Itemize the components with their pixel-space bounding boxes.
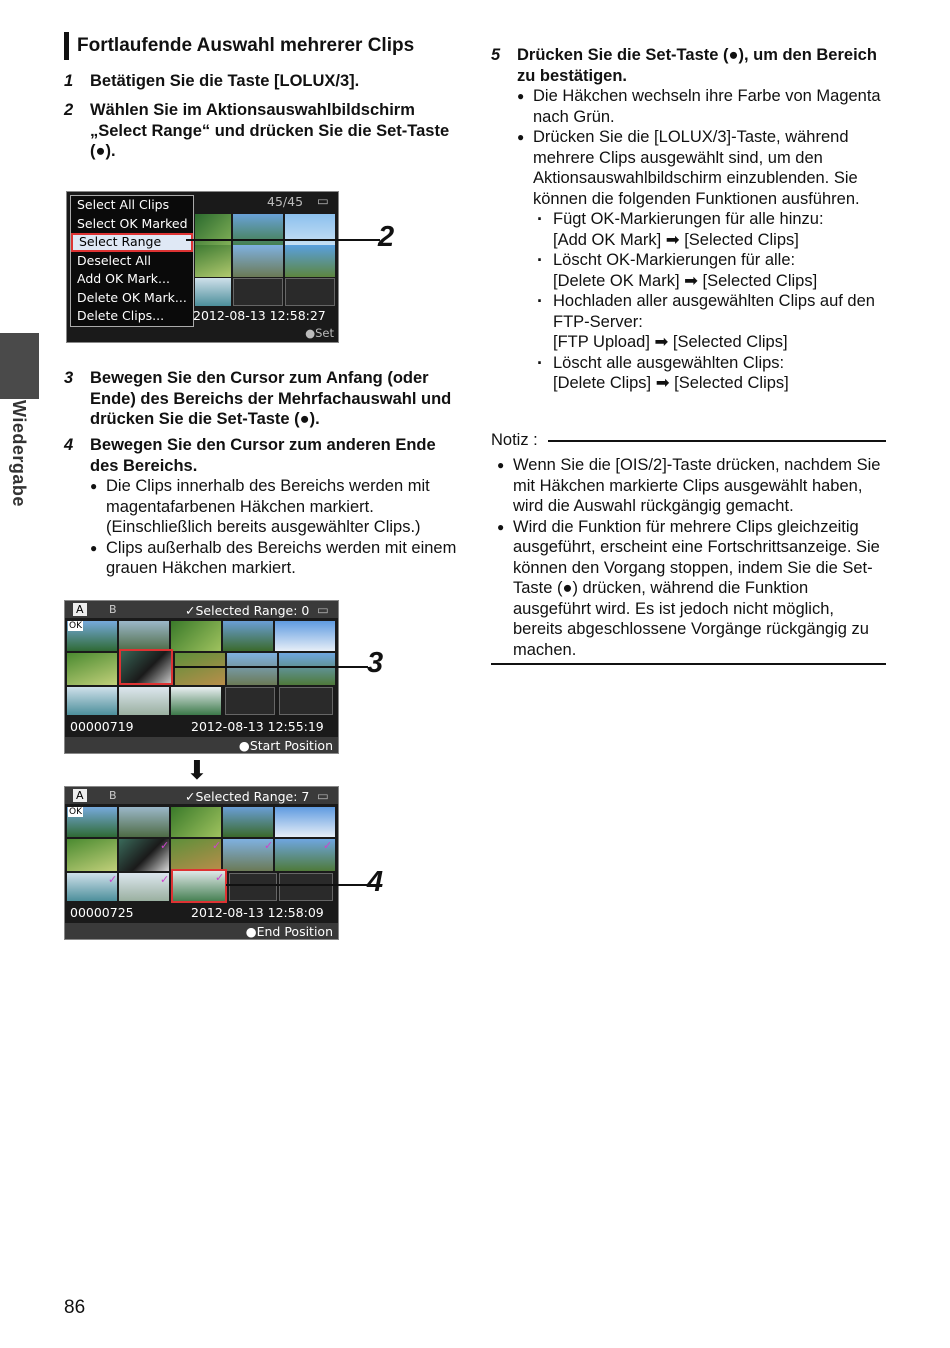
check-icon: ✓ (215, 871, 225, 884)
bullet-item: ● Die Clips innerhalb des Bereichs werden mit magentafarbenen Häkchen markiert. (Einschließlich bereits ausgewählter Clips.) (90, 476, 464, 538)
bullet-item: ● Clips außerhalb des Bereichs werden mit einem grauen Häkchen markiert. (90, 538, 464, 579)
menu-item-select-ok-marked[interactable]: Select OK Marked (77, 215, 188, 231)
thumbnail-placeholder (229, 873, 277, 901)
callout-line (186, 239, 380, 241)
bullet-item: ● Drücken Sie die [LOLUX/3]-Taste, während mehrere Clips ausgewählt sind, um den Aktionsauswahlbildschirm einzublenden. Sie können die folgenden Funktionen ausführen. (517, 127, 891, 209)
thumbnail (227, 653, 277, 685)
note-rule-top (548, 440, 886, 442)
thumbnail-placeholder (233, 278, 283, 306)
thumbnail (171, 807, 221, 837)
ok-badge: OK (69, 621, 82, 631)
thumbnail (223, 807, 273, 837)
clip-id: 00000725 (70, 905, 134, 920)
tab-a[interactable]: A (73, 603, 87, 616)
step-text: Bewegen Sie den Cursor zum Anfang (oder Ende) des Bereichs der Mehrfachauswahl und drücken Sie die Set-Taste (●). (90, 369, 452, 428)
menu-item-delete-ok-mark[interactable]: Delete OK Mark... (77, 289, 187, 305)
battery-icon: ▭ (317, 602, 329, 617)
thumbnail-placeholder (279, 687, 333, 715)
step-number: 1 (64, 72, 74, 90)
thumbnail (67, 653, 117, 685)
thumbnail-placeholder (279, 873, 333, 901)
thumbnail (171, 621, 221, 651)
step-number: 4 (64, 436, 74, 454)
bullet-item: ● Die Häkchen wechseln ihre Farbe von Magenta nach Grün. (517, 86, 891, 127)
down-arrow-icon: ⬇ (186, 755, 208, 785)
screen-end-position (64, 786, 339, 940)
thumbnail (175, 653, 225, 685)
clip-id: 00000719 (70, 719, 134, 734)
screen-action-menu (66, 191, 339, 343)
menu-item-delete-clips[interactable]: Delete Clips... (77, 308, 165, 323)
check-icon: ✓ (160, 873, 170, 886)
thumbnail-placeholder (285, 278, 335, 306)
step-2 (64, 100, 464, 166)
callout-number: 4 (367, 866, 384, 898)
step-number: 3 (64, 369, 74, 387)
thumbnail (285, 245, 335, 277)
step-text: Drücken Sie die Set-Taste (●), um den Bereich zu bestätigen. (517, 46, 877, 85)
thumbnail (171, 687, 221, 715)
thumbnail (275, 807, 335, 837)
menu-item-add-ok-mark[interactable]: Add OK Mark... (77, 271, 170, 286)
battery-icon: ▭ (317, 788, 329, 803)
tab-b[interactable]: B (109, 603, 117, 616)
side-tab-label: Wiedergabe (9, 400, 29, 507)
callout-number: 2 (378, 221, 395, 253)
thumbnail (279, 653, 335, 685)
battery-icon: ▭ (317, 193, 329, 208)
note-title: Notiz : (491, 431, 538, 449)
tab-b[interactable]: B (109, 789, 117, 802)
ok-badge: OK (69, 807, 82, 817)
footer-hint: ●Set (305, 326, 334, 340)
step-number: 5 (491, 46, 501, 64)
check-icon: ✓ (264, 839, 274, 852)
thumbnail (223, 621, 273, 651)
check-icon: ✓ (160, 839, 170, 852)
menu-item-select-all[interactable]: Select All Clips (77, 197, 170, 212)
selected-range-status: ✓Selected Range: 0 (185, 603, 310, 618)
thumbnail-placeholder (225, 687, 275, 715)
footer-hint: ●End Position (245, 924, 333, 939)
thumbnail (119, 807, 169, 837)
check-icon: ✓ (323, 839, 333, 852)
thumbnail (195, 278, 231, 306)
note-item: ● Wenn Sie die [OIS/2]-Taste drücken, nachdem Sie mit Häkchen markierte Clips ausgewählt haben, wird die Auswahl rückgängig gemacht. (497, 455, 886, 517)
check-icon: ✓ (212, 839, 222, 852)
screen-start-position (64, 600, 339, 754)
menu-item-select-range[interactable]: Select Range (71, 233, 193, 252)
side-tab-marker (0, 333, 39, 399)
action-menu (70, 195, 194, 327)
section-title: Fortlaufende Auswahl mehrerer Clips (64, 32, 414, 60)
sub-item: · Löscht OK-Markierungen für alle: [Delete OK Mark] ➡ [Selected Clips] (517, 250, 891, 291)
sub-item: · Hochladen aller ausgewählten Clips auf den FTP-Server: [FTP Upload] ➡ [Selected Clips] (517, 291, 891, 353)
tab-a[interactable]: A (73, 789, 87, 802)
thumbnail (67, 839, 117, 871)
step-text: Wählen Sie im Aktionsauswahlbildschirm „Select Range“ und drücken Sie die Set-Taste (●). (90, 101, 450, 160)
step-text: Betätigen Sie die Taste [LOLUX/3]. (90, 72, 360, 90)
footer-hint: ●Start Position (238, 738, 333, 753)
callout-line (174, 666, 368, 668)
thumbnail (119, 621, 169, 651)
sub-item: · Löscht alle ausgewählten Clips: [Delete Clips] ➡ [Selected Clips] (517, 353, 891, 394)
menu-item-deselect-all[interactable]: Deselect All (77, 252, 151, 268)
thumbnail (119, 687, 169, 715)
callout-number: 3 (367, 647, 384, 679)
thumbnail (195, 245, 231, 277)
thumbnail (67, 687, 117, 715)
sub-item: · Fügt OK-Markierungen für alle hinzu: [Add OK Mark] ➡ [Selected Clips] (517, 209, 891, 250)
thumbnail (233, 245, 283, 277)
callout-line (226, 884, 368, 886)
datetime: 2012-08-13 12:58:27 (193, 308, 326, 323)
selected-range-status: ✓Selected Range: 7 (185, 789, 310, 804)
datetime: 2012-08-13 12:55:19 (191, 719, 324, 734)
datetime: 2012-08-13 12:58:09 (191, 905, 324, 920)
note-rule-bottom (491, 663, 886, 665)
step-number: 2 (64, 101, 74, 119)
check-icon: ✓ (108, 873, 118, 886)
thumbnail (275, 621, 335, 651)
selected-clip-cursor[interactable] (119, 649, 173, 685)
step-text: Bewegen Sie den Cursor zum anderen Ende des Bereichs. (90, 436, 436, 475)
note-item: ● Wird die Funktion für mehrere Clips gleichzeitig ausgeführt, erscheint eine Fortschrittsanzeige. Sie können den Vorgang stoppen, indem Sie die Set-Taste (●) drücken, während die Funktion ausgeführt wird. Es ist jedoch nicht möglich, bereits abgeschlossene Vorgänge rückgängig zu machen. (497, 517, 886, 661)
page-number: 86 (64, 1297, 86, 1318)
clip-counter: 45/45 (267, 194, 304, 209)
